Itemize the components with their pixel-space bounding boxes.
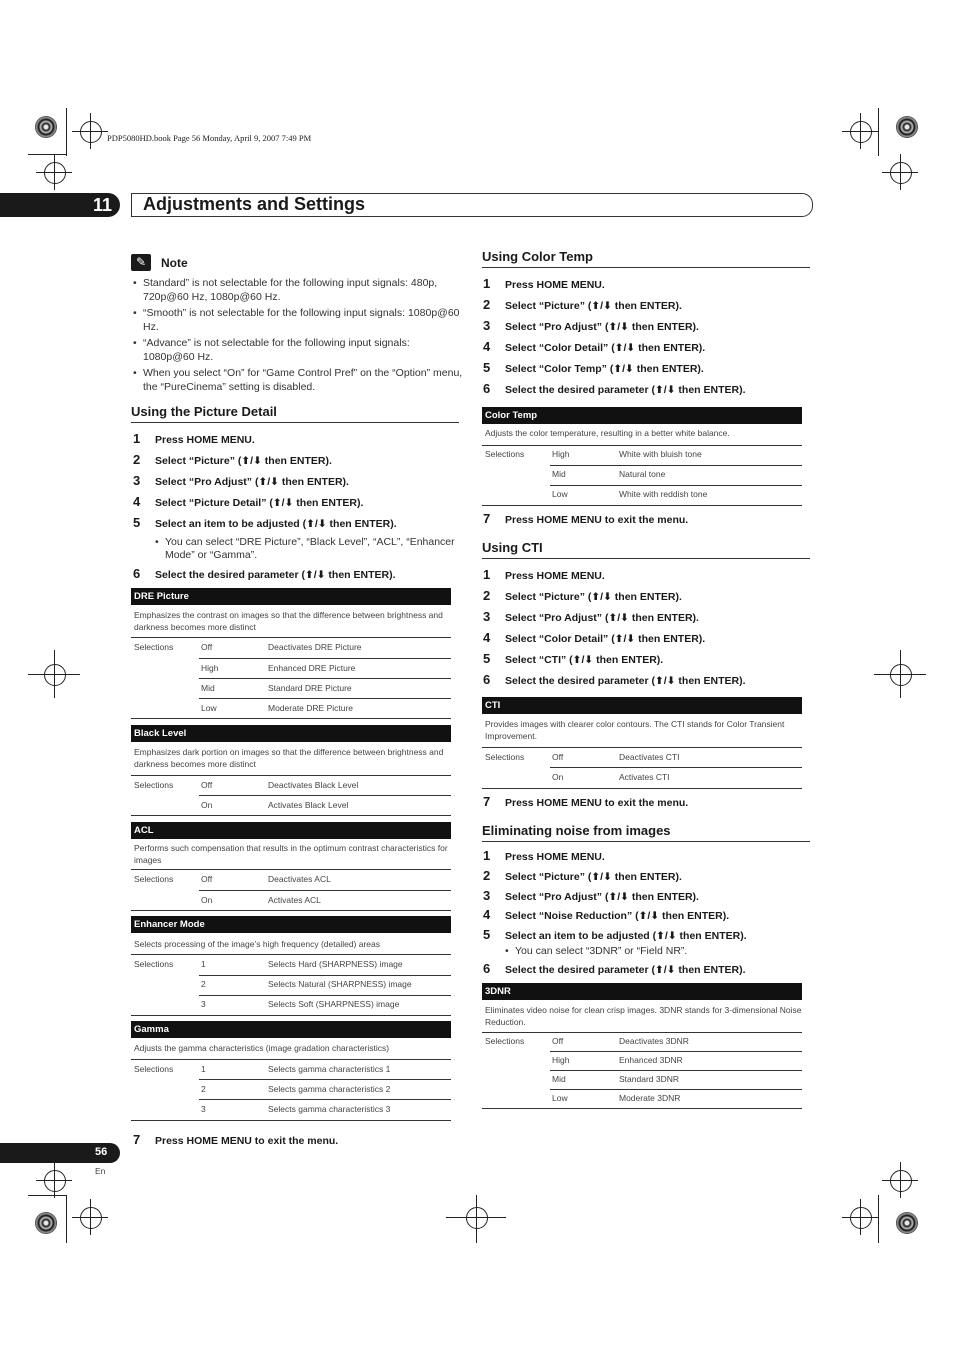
chapter-title: Adjustments and Settings — [143, 194, 366, 214]
table-rule — [199, 1079, 451, 1080]
print-file-info: PDP5080HD.book Page 56 Monday, April 9, 2007 7:49 PM — [107, 133, 312, 143]
crop-mark — [860, 1199, 861, 1235]
table-option: Off — [552, 752, 564, 762]
table-rule — [199, 995, 451, 996]
table-option: Off — [201, 642, 213, 652]
step-number: 7 — [483, 511, 491, 526]
table-option-desc: Selects Soft (SHARPNESS) image — [268, 999, 400, 1009]
registration-target-icon — [35, 116, 57, 138]
crop-mark — [90, 1199, 91, 1235]
note-title: Note — [161, 256, 188, 270]
table-option-desc: Deactivates Black Level — [268, 780, 359, 790]
table-rule — [199, 890, 451, 891]
step-number: 4 — [483, 907, 491, 922]
step-text: Select “Picture” (⬆/⬇ then ENTER). — [505, 871, 682, 883]
step-number: 5 — [133, 515, 141, 530]
table-rule — [199, 1099, 451, 1100]
registration-crosshair-icon — [850, 1207, 872, 1229]
table-option: 3 — [201, 1104, 206, 1114]
table-description: Emphasizes dark portion on images so that the difference between brightness and darkness becomes more distinct — [134, 747, 444, 769]
table-rule — [482, 505, 802, 506]
table-option-desc: Deactivates CTI — [619, 752, 680, 762]
step-text: Select “CTI” (⬆/⬇ then ENTER). — [505, 654, 664, 666]
crop-mark — [66, 108, 67, 156]
step-text: Select “Pro Adjust” (⬆/⬇ then ENTER). — [505, 321, 699, 333]
step-text: Select “Pro Adjust” (⬆/⬇ then ENTER). — [505, 891, 699, 903]
registration-crosshair-icon — [44, 162, 66, 184]
step-number: 1 — [483, 848, 491, 863]
crop-mark — [28, 1195, 66, 1196]
step-number: 1 — [133, 431, 141, 446]
table-option: On — [201, 895, 213, 905]
crop-mark — [66, 1195, 67, 1243]
step-number: 3 — [483, 609, 491, 624]
crop-mark — [860, 113, 861, 149]
table-title-gamma: Gamma — [131, 1021, 451, 1038]
section-heading-cti: Using CTI — [482, 540, 810, 559]
step-text: Select “Picture Detail” (⬆/⬇ then ENTER). — [155, 497, 364, 509]
table-title-acl: ACL — [131, 822, 451, 839]
table-option: Mid — [552, 469, 566, 479]
step-text: Select the desired parameter (⬆/⬇ then ENTER). — [505, 675, 746, 687]
page-number: 56 — [95, 1146, 108, 1158]
table-selections-label: Selections — [134, 1064, 174, 1074]
table-rule — [199, 678, 451, 679]
table-description: Emphasizes the contrast on images so that the difference between brightness and darkness becomes more distinct — [134, 610, 443, 632]
step-number: 7 — [133, 1132, 141, 1147]
table-rule — [131, 775, 451, 776]
table-option: Off — [201, 874, 213, 884]
step-number: 3 — [483, 888, 491, 903]
table-option-desc: Standard DRE Picture — [268, 683, 352, 693]
table-rule — [482, 788, 802, 789]
table-rule — [550, 465, 802, 466]
table-option-desc: Selects gamma characteristics 3 — [268, 1104, 391, 1114]
table-rule — [199, 658, 451, 659]
registration-crosshair-icon — [44, 1170, 66, 1192]
crop-mark — [878, 108, 879, 156]
table-option-desc: Activates Black Level — [268, 800, 349, 810]
table-option: Mid — [201, 683, 215, 693]
note-item: • When you select “On” for “Game Control Pref” on the “Option” menu, the “PureCinema” setting is disabled. — [133, 367, 463, 394]
crop-mark — [900, 154, 901, 190]
table-rule — [550, 1070, 802, 1071]
table-option-desc: Natural tone — [619, 469, 666, 479]
step-number: 6 — [133, 566, 141, 581]
step-number: 2 — [133, 452, 141, 467]
table-option: High — [552, 449, 570, 459]
table-description: Eliminates video noise for clean crisp images. 3DNR stands for 3-dimensional Noise Reduction. — [485, 1005, 802, 1027]
table-option: High — [552, 1055, 570, 1065]
page-language: En — [95, 1166, 106, 1176]
table-description: Adjusts the color temperature, resulting in a better white balance. — [485, 428, 730, 438]
table-option-desc: Activates ACL — [268, 895, 321, 905]
table-selections-label: Selections — [485, 752, 525, 762]
crop-mark — [878, 1195, 879, 1243]
step-text: Select “Picture” (⬆/⬇ then ENTER). — [155, 455, 332, 467]
table-rule — [131, 1120, 451, 1121]
table-title-color-temp: Color Temp — [482, 407, 802, 424]
step-number: 6 — [483, 961, 491, 976]
chapter-number: 11 — [93, 195, 113, 215]
step-text: Select the desired parameter (⬆/⬇ then ENTER). — [505, 384, 746, 396]
table-title-cti: CTI — [482, 697, 802, 714]
table-option: 1 — [201, 1064, 206, 1074]
step-number: 4 — [483, 339, 491, 354]
table-selections-label: Selections — [485, 1036, 525, 1046]
table-option-desc: Moderate 3DNR — [619, 1093, 681, 1103]
step-number: 6 — [483, 672, 491, 687]
step-text: Press HOME MENU to exit the menu. — [505, 514, 689, 526]
step-text: Select “Noise Reduction” (⬆/⬇ then ENTER). — [505, 910, 730, 922]
table-option-desc: Deactivates 3DNR — [619, 1036, 689, 1046]
crop-mark — [54, 1162, 55, 1198]
table-rule — [550, 1051, 802, 1052]
table-rule — [482, 445, 802, 446]
table-rule — [550, 1089, 802, 1090]
crop-mark — [900, 1162, 901, 1198]
step-text: Press HOME MENU. — [505, 570, 605, 582]
table-option: Low — [201, 703, 217, 713]
registration-target-icon — [35, 1212, 57, 1234]
table-rule — [199, 795, 451, 796]
step-text: Press HOME MENU. — [155, 434, 255, 446]
table-selections-label: Selections — [134, 959, 174, 969]
step-text: Select the desired parameter (⬆/⬇ then ENTER). — [505, 964, 746, 976]
step-number: 3 — [133, 473, 141, 488]
note-list — [133, 277, 463, 397]
crop-mark — [476, 1195, 477, 1243]
step-text: Select “Color Temp” (⬆/⬇ then ENTER). — [505, 363, 704, 375]
step-number: 1 — [483, 567, 491, 582]
crop-mark — [900, 650, 901, 698]
step-number: 6 — [483, 381, 491, 396]
step-text: Select “Pro Adjust” (⬆/⬇ then ENTER). — [155, 476, 349, 488]
step-number: 5 — [483, 360, 491, 375]
table-title-enhancer-mode: Enhancer Mode — [131, 916, 451, 933]
step-text: Select “Picture” (⬆/⬇ then ENTER). — [505, 300, 682, 312]
registration-crosshair-icon — [44, 664, 66, 686]
step-number: 2 — [483, 297, 491, 312]
table-option-desc: Selects gamma characteristics 1 — [268, 1064, 391, 1074]
table-description: Selects processing of the image’s high frequency (detailed) areas — [134, 939, 381, 949]
table-option-desc: Standard 3DNR — [619, 1074, 680, 1084]
table-rule — [131, 869, 451, 870]
table-option-desc: Enhanced DRE Picture — [268, 663, 356, 673]
table-option: Low — [552, 1093, 568, 1103]
table-title-3dnr: 3DNR — [482, 983, 802, 1000]
table-option-desc: White with reddish tone — [619, 489, 708, 499]
note-item: • “Smooth” is not selectable for the following input signals: 1080p@60 Hz. — [133, 307, 463, 334]
registration-crosshair-icon — [890, 664, 912, 686]
crop-mark — [28, 154, 66, 155]
table-rule — [131, 815, 451, 816]
step-text: Select “Picture” (⬆/⬇ then ENTER). — [505, 591, 682, 603]
registration-target-icon — [896, 116, 918, 138]
registration-crosshair-icon — [890, 1170, 912, 1192]
step-text: Press HOME MENU. — [505, 851, 605, 863]
table-description: Provides images with clearer color contours. The CTI stands for Color Transient Improvement. — [485, 719, 785, 741]
table-rule — [199, 698, 451, 699]
table-option-desc: Deactivates ACL — [268, 874, 331, 884]
step-number: 2 — [483, 868, 491, 883]
step-text: Press HOME MENU. — [505, 279, 605, 291]
table-rule — [131, 1059, 451, 1060]
step-text: Select an item to be adjusted (⬆/⬇ then ENTER). — [155, 518, 397, 530]
pencil-note-icon: ✎ — [131, 254, 151, 271]
step-sub-note: • You can select “DRE Picture”, “Black Level”, “ACL”, “Enhancer Mode” or “Gamma”. — [155, 536, 455, 562]
table-selections-label: Selections — [134, 874, 174, 884]
table-selections-label: Selections — [485, 449, 525, 459]
table-option-desc: Activates CTI — [619, 772, 670, 782]
step-text: Select the desired parameter (⬆/⬇ then ENTER). — [155, 569, 396, 581]
table-title-dre-picture: DRE Picture — [131, 588, 451, 605]
table-description: Performs such compensation that results in the optimum contrast characteristics for images — [134, 843, 448, 865]
step-text: Select “Color Detail” (⬆/⬇ then ENTER). — [505, 633, 706, 645]
step-number: 4 — [133, 494, 141, 509]
table-option-desc: White with bluish tone — [619, 449, 702, 459]
table-option: 3 — [201, 999, 206, 1009]
table-rule — [131, 1015, 451, 1016]
step-text: Press HOME MENU to exit the menu. — [155, 1135, 339, 1147]
table-description: Adjusts the gamma characteristics (image gradation characteristics) — [134, 1043, 390, 1053]
step-text: Press HOME MENU to exit the menu. — [505, 797, 689, 809]
crop-mark — [54, 650, 55, 698]
table-rule — [131, 637, 451, 638]
table-option: On — [201, 800, 213, 810]
table-selections-label: Selections — [134, 642, 174, 652]
section-heading-color-temp: Using Color Temp — [482, 249, 810, 268]
table-rule — [482, 1032, 802, 1033]
table-option: Off — [201, 780, 213, 790]
step-number: 5 — [483, 651, 491, 666]
section-heading-picture-detail: Using the Picture Detail — [131, 404, 459, 423]
crop-mark — [90, 113, 91, 149]
table-rule — [131, 718, 451, 719]
table-option: 1 — [201, 959, 206, 969]
step-number: 1 — [483, 276, 491, 291]
step-text: Select an item to be adjusted (⬆/⬇ then ENTER). — [505, 930, 747, 942]
step-number: 2 — [483, 588, 491, 603]
table-rule — [550, 485, 802, 486]
note-item: • “Advance” is not selectable for the following input signals: 1080p@60 Hz. — [133, 337, 463, 364]
note-item: • Standard” is not selectable for the following input signals: 480p, 720p@60 Hz, 1080p@60 Hz. — [133, 277, 463, 304]
step-number: 3 — [483, 318, 491, 333]
step-sub-note: • You can select “3DNR” or “Field NR”. — [505, 945, 805, 958]
crop-mark — [54, 154, 55, 190]
table-option-desc: Selects gamma characteristics 2 — [268, 1084, 391, 1094]
table-option: Off — [552, 1036, 564, 1046]
table-rule — [131, 910, 451, 911]
table-rule — [482, 747, 802, 748]
table-rule — [199, 975, 451, 976]
registration-crosshair-icon — [466, 1207, 488, 1229]
table-option-desc: Selects Hard (SHARPNESS) image — [268, 959, 403, 969]
table-title-black-level: Black Level — [131, 725, 451, 742]
table-option: 2 — [201, 1084, 206, 1094]
section-heading-noise: Eliminating noise from images — [482, 823, 810, 842]
registration-target-icon — [896, 1212, 918, 1234]
step-number: 7 — [483, 794, 491, 809]
table-selections-label: Selections — [134, 780, 174, 790]
step-number: 5 — [483, 927, 491, 942]
table-rule — [131, 954, 451, 955]
table-option-desc: Deactivates DRE Picture — [268, 642, 362, 652]
table-option: On — [552, 772, 564, 782]
table-rule — [550, 767, 802, 768]
table-rule — [482, 1108, 802, 1109]
registration-crosshair-icon — [80, 1207, 102, 1229]
table-option-desc: Moderate DRE Picture — [268, 703, 354, 713]
registration-crosshair-icon — [890, 162, 912, 184]
table-option: High — [201, 663, 219, 673]
table-option: Low — [552, 489, 568, 499]
table-option-desc: Selects Natural (SHARPNESS) image — [268, 979, 412, 989]
registration-crosshair-icon — [850, 121, 872, 143]
step-text: Select “Pro Adjust” (⬆/⬇ then ENTER). — [505, 612, 699, 624]
step-number: 4 — [483, 630, 491, 645]
registration-crosshair-icon — [80, 121, 102, 143]
table-option-desc: Enhanced 3DNR — [619, 1055, 683, 1065]
table-option: Mid — [552, 1074, 566, 1084]
table-option: 2 — [201, 979, 206, 989]
step-text: Select “Color Detail” (⬆/⬇ then ENTER). — [505, 342, 706, 354]
